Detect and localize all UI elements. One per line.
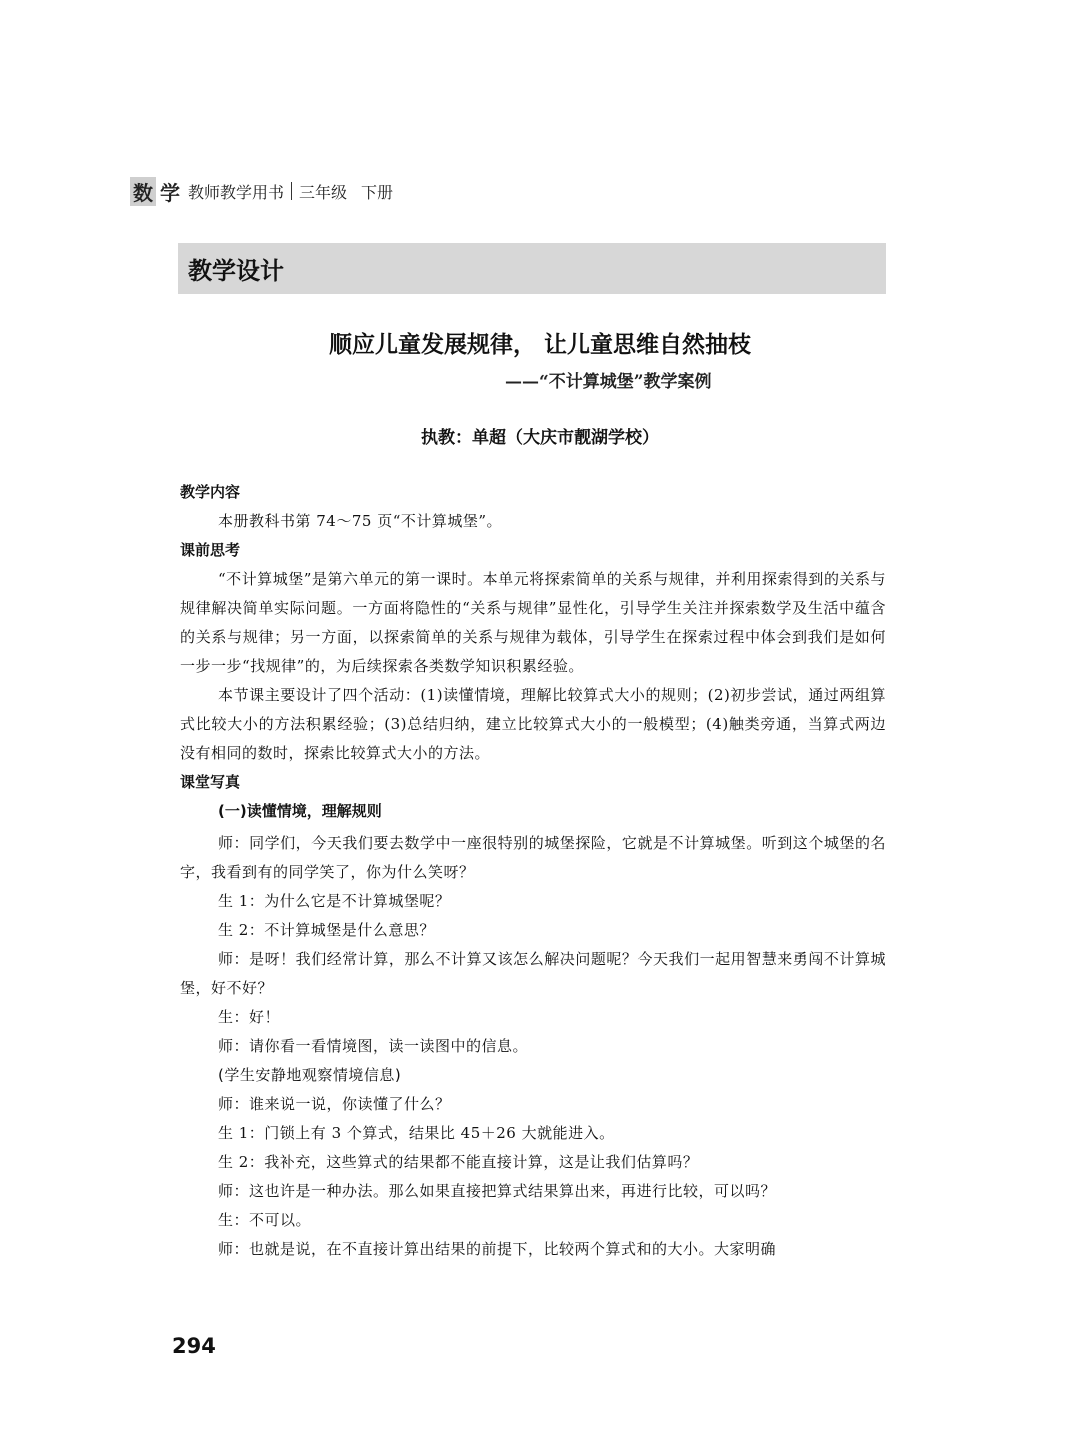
grade-label: 三年级 [299,182,348,202]
dialogue-line: 师：请你看一看情境图，读一读图中的信息。 [218,1037,529,1055]
running-header [130,176,393,206]
dialogue-line: 生 1：为什么它是不计算城堡呢？ [218,892,451,910]
header-divider [291,182,292,200]
dialogue-line: 师：这也许是一种办法。那么如果直接把算式结果算出来，再进行比较，可以吗？ [218,1182,777,1200]
article-body [180,478,886,1264]
dialogue-line: 生：不可以。 [218,1211,312,1229]
dialogue-line: 师：是呀！我们经常计算，那么不计算又该怎么解决问题呢？今天我们一起用智慧来勇闯不计算城堡，好不好？ [180,950,886,997]
subheading-part-1: (一)读懂情境，理解规则 [218,802,382,820]
thinking-paragraph-2: 本节课主要设计了四个活动：(1)读懂情境，理解比较算式大小的规则；(2)初步尝试，通过两组算式比较大小的方法积累经验；(3)总结归纳，建立比较算式大小的一般模型；(4)触类旁通，当算式两边没有相同的数时，探索比较算式大小的方法。 [180,686,886,762]
heading-teaching-content: 教学内容 [180,483,241,501]
dialogue-line: 生：好！ [218,1008,281,1026]
dialogue-line: 师：谁来说一说，你读懂了什么？ [218,1095,451,1113]
teacher-line: 执教：单超（大庆市靓湖学校） [421,428,659,448]
dialogue-line: 生 1：门锁上有 3 个算式，结果比 45＋26 大就能进入。 [218,1124,615,1142]
content-text: 本册教科书第 74～75 页“不计算城堡”。 [218,512,503,530]
logo-char-1: 数 [130,177,156,206]
volume-label: 下册 [361,182,394,202]
book-name: 教师教学用书 [188,182,285,202]
heading-classroom-record: 课堂写真 [180,773,241,791]
dialogue-line: 生 2：我补充，这些算式的结果都不能直接计算，这是让我们估算吗？ [218,1153,699,1171]
dialogue-line: 师：同学们，今天我们要去数学中一座很特别的城堡探险，它就是不计算城堡。听到这个城堡的名字，我看到有的同学笑了，你为什么笑呀？ [180,834,886,881]
logo-char-2: 学 [160,180,180,205]
subject-logo [130,177,182,206]
dialogue-line: 生 2：不计算城堡是什么意思？ [218,921,435,939]
banner-title: 教学设计 [188,257,284,285]
dialogue-line: 师：也就是说，在不直接计算出结果的前提下，比较两个算式和的大小。大家明确 [218,1240,777,1258]
thinking-paragraph-1: “不计算城堡”是第六单元的第一课时。本单元将探索简单的关系与规律，并利用探索得到的关系与规律解决简单实际问题。一方面将隐性的“关系与规律”显性化，引导学生关注并探索数学及生活中蕴含的关系与规律；另一方面，以探索简单的关系与规律为载体，引导学生在探索过程中体会到我们是如何一步一步“找规律”的，为后续探索各类数学知识积累经验。 [180,570,886,675]
stage-direction: (学生安静地观察情境信息) [218,1066,402,1084]
page-number: 294 [172,1334,216,1358]
section-banner [178,243,886,294]
article-subtitle: ——“不计算城堡”教学案例 [505,372,712,392]
article-title: 顺应儿童发展规律， 让儿童思维自然抽枝 [328,332,751,358]
heading-pre-class-thinking: 课前思考 [180,541,241,559]
